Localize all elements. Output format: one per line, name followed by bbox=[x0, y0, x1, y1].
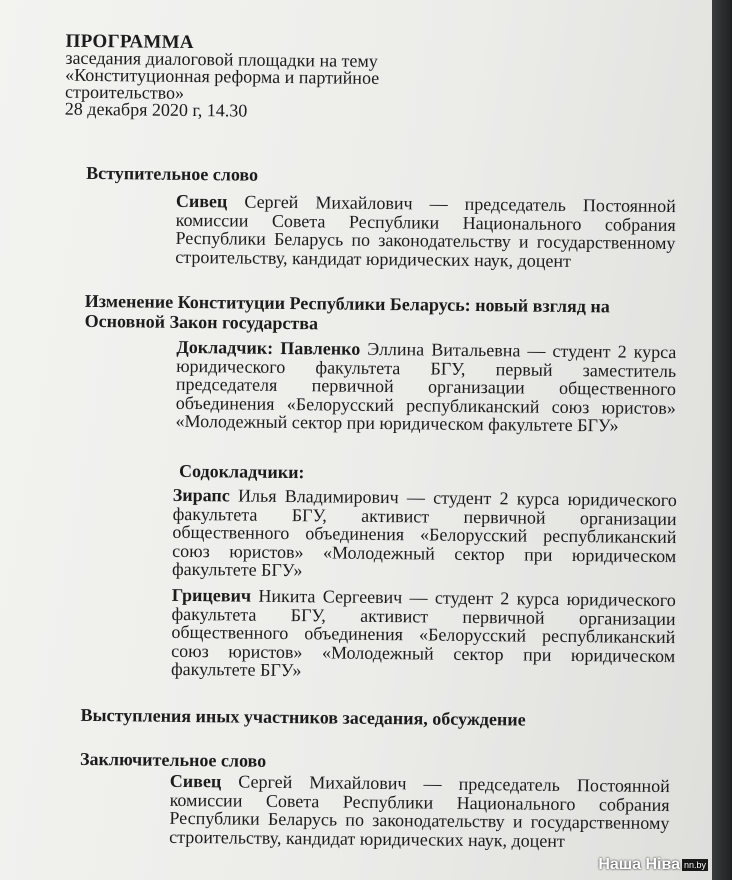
program-title: ПРОГРАММА bbox=[65, 30, 195, 54]
discussion-heading: Выступления иных участников заседания, обсуждение bbox=[80, 704, 526, 730]
co-speaker-2 bbox=[171, 586, 676, 684]
header-line-2: «Конституционная реформа и партийное bbox=[65, 64, 380, 88]
desk-background bbox=[712, 0, 732, 880]
intro-speaker-name: Сивец bbox=[175, 190, 228, 212]
intro-speaker-text: Сергей Михайлович — председатель Постоянной комиссии Совета Республики Национального собрания Республики Беларусь по законодательству и государственному строительству, кандидат юридических наук, доцент bbox=[175, 191, 676, 271]
watermark-logo bbox=[598, 856, 708, 874]
closing-speaker bbox=[169, 772, 670, 851]
intro-speaker bbox=[175, 192, 676, 271]
program-header bbox=[64, 30, 466, 122]
header-date: 28 декабря 2020 г, 14.30 bbox=[64, 98, 248, 121]
co-speaker-2-text: Никита Сергеевич — студент 2 курса юридического факультета БГУ, активист первичной организации общественного объединения «Белорусский республиканский союз юристов» «Молодежный сектор при юридическом факультете БГУ» bbox=[170, 585, 676, 681]
co-speakers-label: Содокладчики: bbox=[178, 460, 305, 483]
header-line-1: заседания диалоговой площадки на тему bbox=[65, 47, 378, 71]
main-speaker-text: Эллина Витальевна — студент 2 курса юридического факультета БГУ, первый заместитель председателя первичной организации общественного объединения «Белорусский республиканский союз юристов» «Молодежный сектор при юридическом факультете БГУ» bbox=[175, 338, 677, 436]
watermark-domain: nn.by bbox=[683, 859, 706, 870]
co-speaker-1-name: Зирапс bbox=[172, 484, 230, 506]
speaker-label: Докладчик: bbox=[176, 336, 274, 358]
closing-speaker-name: Сивец bbox=[169, 770, 222, 792]
main-topic-heading: Изменение Конституции Республики Беларусь: новый взгляд на Основной Закон государства bbox=[84, 290, 610, 334]
co-speaker-1 bbox=[172, 486, 677, 584]
closing-heading: Заключительное слово bbox=[79, 748, 267, 771]
co-speaker-1-text: Илья Владимирович — студент 2 курса юридического факультета БГУ, активист первичной организации общественного объединения «Белорусский республиканский союз юристов» «Молодежный сектор при юридическом факультете БГУ» bbox=[171, 485, 677, 581]
header-line-3: строительство» bbox=[64, 81, 185, 103]
main-speaker bbox=[176, 338, 677, 436]
main-speaker-name: Павленко bbox=[280, 337, 361, 359]
closing-speaker-text: Сергей Михайлович — председатель Постоянной комиссии Совета Республики Национального собрания Республики Беларусь по законодательству и государственному строительству, кандидат юридических наук, доцент bbox=[169, 771, 670, 851]
co-speaker-2-name: Грицевич bbox=[171, 584, 252, 606]
watermark-brand: Наша Ніва bbox=[598, 855, 680, 873]
intro-heading: Вступительное слово bbox=[86, 162, 259, 185]
